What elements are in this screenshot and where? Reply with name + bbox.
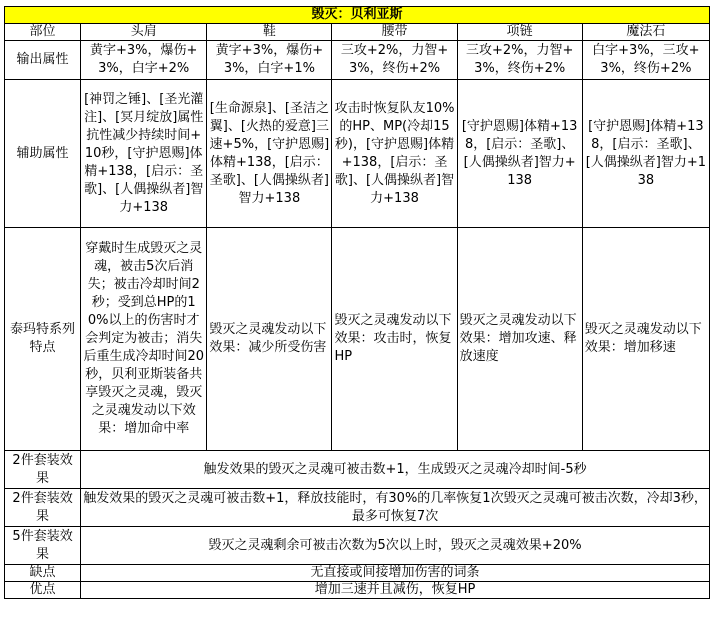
header-row <box>5 24 710 41</box>
output-cell: 三攻+2%，力智+3%，终伤+2% <box>332 41 457 80</box>
table-row <box>5 527 710 565</box>
table-row <box>5 451 710 489</box>
output-cell: 黄字+3%，爆伤+3%，白字+2% <box>81 41 207 80</box>
row-label-weak: 缺点 <box>5 565 81 582</box>
row-label-strong: 优点 <box>5 582 81 599</box>
set5-text: 毁灭之灵魂剩余可被击次数为5次以上时，毁灭之灵魂效果+20% <box>81 527 710 565</box>
set2b-text: 触发效果的毁灭之灵魂可被击数+1，释放技能时，有30%的几率恢复1次毁灭之灵魂可被击次数，冷却3秒，最多可恢复7次 <box>81 489 710 527</box>
tema-cell: 毁灭之灵魂发动以下效果：减少所受伤害 <box>207 228 332 451</box>
tema-cell: 毁灭之灵魂发动以下效果：增加攻速、释放速度 <box>457 228 582 451</box>
output-cell: 三攻+2%，力智+3%，终伤+2% <box>457 41 582 80</box>
output-cell: 黄字+3%，爆伤+3%，白字+1% <box>207 41 332 80</box>
weak-text: 无直接或间接增加伤害的词条 <box>81 565 710 582</box>
aux-cell: 攻击时恢复队友10%的HP、MP(冷却15秒)，[守护恩赐]体精+138，[启示：圣歌]、[人偶操纵者]智力+138 <box>332 80 457 228</box>
aux-cell: [神罚之锤]、[圣光灌注]、[冥月绽放]属性抗性减少持续时间+10秒，[守护恩赐]体精+138，[启示：圣歌]、[人偶操纵者]智力+138 <box>81 80 207 228</box>
aux-cell: [守护恩赐]体精+138，[启示：圣歌]、[人偶操纵者]智力+138 <box>582 80 709 228</box>
header-slot-belt: 腰带 <box>332 24 457 41</box>
header-slot-shoes: 鞋 <box>207 24 332 41</box>
header-slot-head: 头肩 <box>81 24 207 41</box>
table-row <box>5 80 710 228</box>
header-slot-necklace: 项链 <box>457 24 582 41</box>
row-label-aux: 辅助属性 <box>5 80 81 228</box>
row-label-output: 输出属性 <box>5 41 81 80</box>
header-label: 部位 <box>5 24 81 41</box>
aux-cell: [守护恩赐]体精+138，[启示：圣歌]、[人偶操纵者]智力+138 <box>457 80 582 228</box>
table-row <box>5 228 710 451</box>
strong-text: 增加三速并且减伤，恢复HP <box>81 582 710 599</box>
set-table <box>4 6 710 599</box>
table-row <box>5 582 710 599</box>
tema-cell: 毁灭之灵魂发动以下效果：增加移速 <box>582 228 709 451</box>
aux-cell: [生命源泉]、[圣洁之翼]、[火热的爱意]三速+5%，[守护恩赐]体精+138，[启示：圣歌]、[人偶操纵者]智力+138 <box>207 80 332 228</box>
set2a-text: 触发效果的毁灭之灵魂可被击数+1，生成毁灭之灵魂冷却时间-5秒 <box>81 451 710 489</box>
table-row <box>5 489 710 527</box>
tema-cell: 穿戴时生成毁灭之灵魂，被击5次后消失；被击冷却时间2秒；受到总HP的10%以上的伤害时才会判定为被击；消失后重生成冷却时间20秒，贝利亚斯装备共享毁灭之灵魂，毁灭之灵魂发动以下效果：增加命中率 <box>81 228 207 451</box>
table-row <box>5 565 710 582</box>
output-cell: 白字+3%，三攻+3%，终伤+2% <box>582 41 709 80</box>
row-label-tema: 泰玛特系列特点 <box>5 228 81 451</box>
row-label-set2a: 2件套装效果 <box>5 451 81 489</box>
table-row <box>5 41 710 80</box>
row-label-set5: 5件套装效果 <box>5 527 81 565</box>
table-title: 毁灭：贝利亚斯 <box>5 7 710 24</box>
row-label-set2b: 2件套装效果 <box>5 489 81 527</box>
header-slot-stone: 魔法石 <box>582 24 709 41</box>
tema-cell: 毁灭之灵魂发动以下效果：攻击时，恢复HP <box>332 228 457 451</box>
